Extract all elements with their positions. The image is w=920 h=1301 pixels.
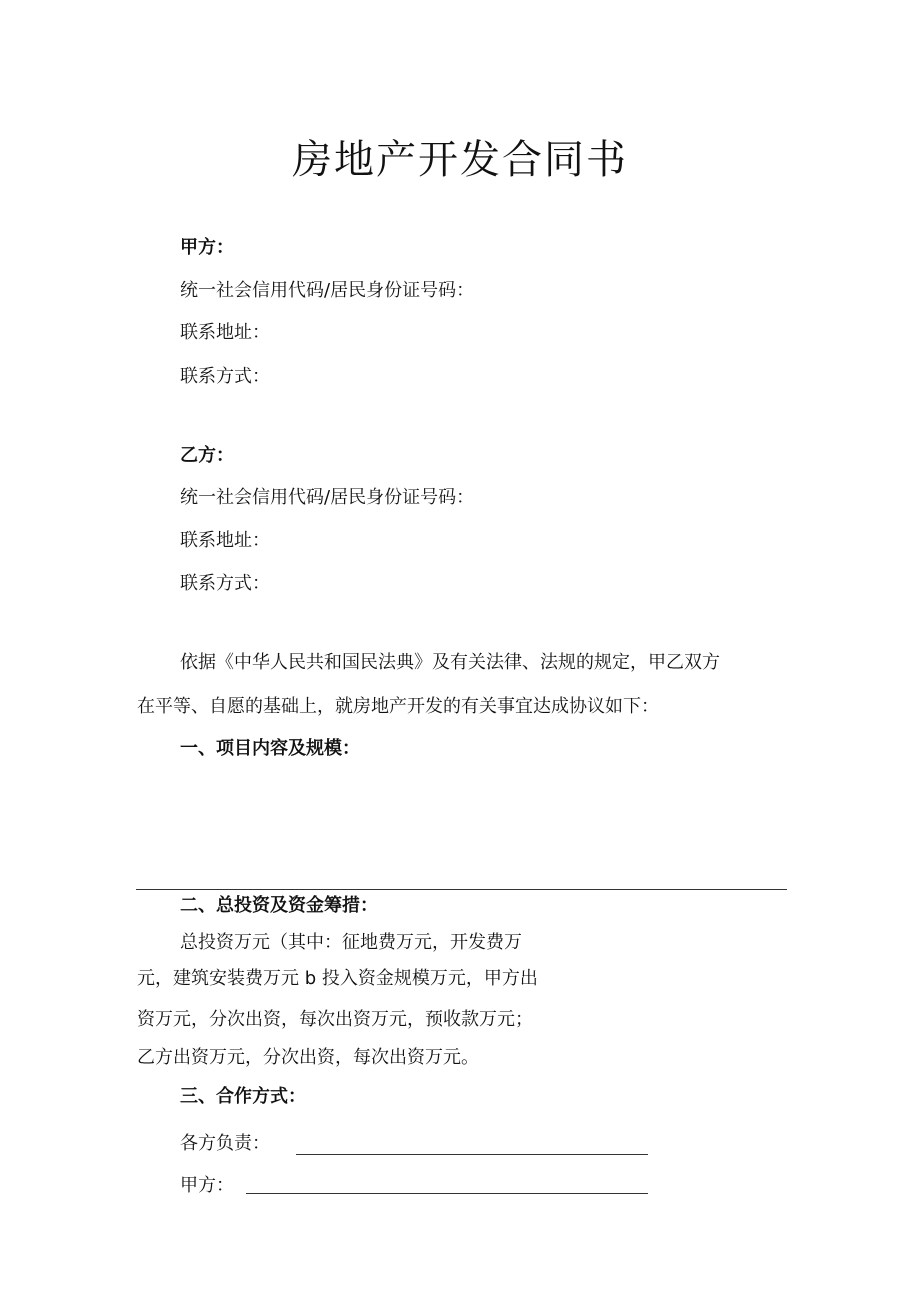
section3-heading: 三、合作方式： (180, 1086, 306, 1107)
party-b-label: 乙方： (180, 445, 234, 466)
party-a-id-label: 统一社会信用代码/居民身份证号码： (180, 280, 475, 301)
party-b-id-label: 统一社会信用代码/居民身份证号码： (180, 487, 475, 508)
party-a-label: 甲方： (180, 237, 234, 258)
party-a-duty-fill-line (246, 1193, 648, 1194)
party-a-address-label: 联系地址： (180, 322, 270, 343)
party-a-contact-label: 联系方式： (180, 366, 270, 387)
document-title: 房地产开发合同书 (292, 137, 628, 183)
section2-line-4: 乙方出资万元，分次出资，每次出资万元。 (137, 1047, 479, 1068)
section2-line-1: 总投资万元（其中：征地费万元，开发费万 (180, 932, 522, 953)
party-a-duty-label: 甲方： (180, 1175, 234, 1196)
section2-line-2: 元，建筑安装费万元 b 投入资金规模万元，甲方出 (137, 968, 538, 989)
section2-heading: 二、总投资及资金筹措： (180, 895, 378, 916)
preamble-line-2: 在平等、自愿的基础上，就房地产开发的有关事宜达成协议如下： (137, 696, 659, 717)
preamble-line-1: 依据《中华人民共和国民法典》及有关法律、法规的规定，甲乙双方 (180, 652, 720, 673)
section1-heading: 一、项目内容及规模： (180, 738, 360, 759)
party-b-contact-label: 联系方式： (180, 573, 270, 594)
responsibility-label: 各方负责： (180, 1133, 270, 1154)
section2-line-3: 资万元，分次出资，每次出资万元，预收款万元； (137, 1009, 533, 1030)
party-b-address-label: 联系地址： (180, 530, 270, 551)
responsibility-fill-line (296, 1154, 648, 1155)
section-divider (136, 889, 787, 890)
